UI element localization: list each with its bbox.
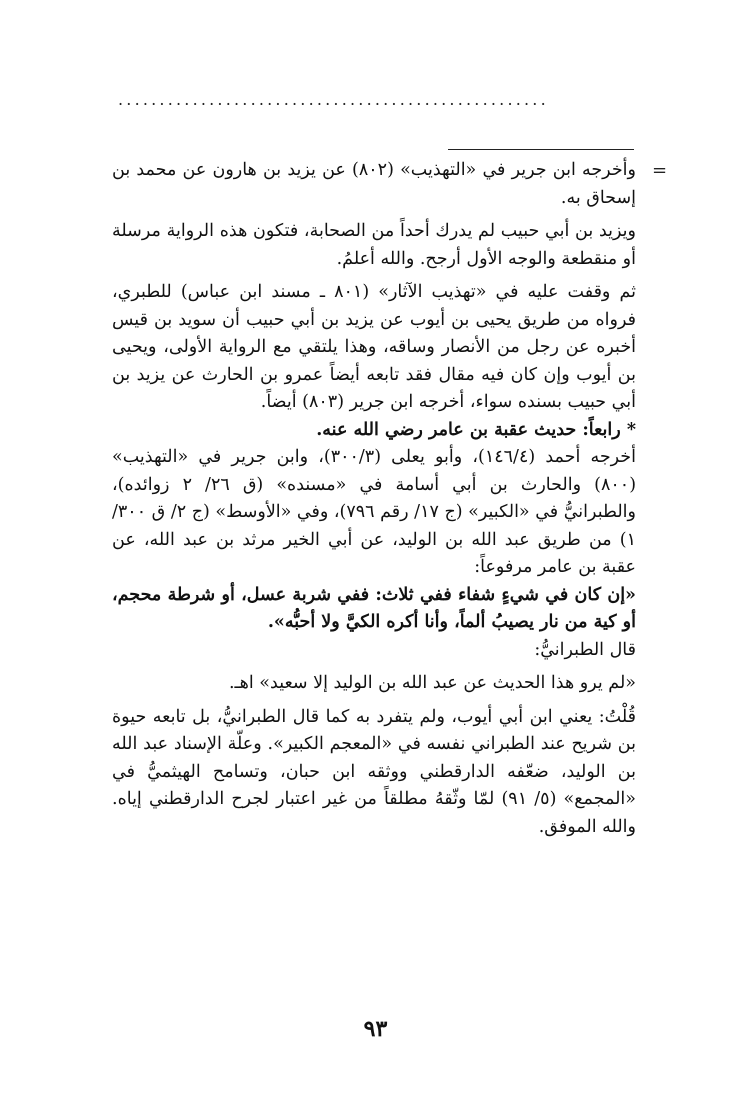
paragraph-qala-tabarani: قال الطبرانيُّ: xyxy=(534,639,636,660)
paragraph-yazid-mursal: ويزيد بن أبي حبيب لم يدرك أحداً من الصحابة، فتكون هذه الرواية مرسلة أو منقطعة والوجه الأول أرجح. والله أعلمُ. xyxy=(112,221,636,269)
paragraph-qultu: قُلْتُ: يعني ابن أبي أيوب، ولم يتفرد به كما قال الطبرانيُّ، بل تابعه حيوة بن شريح عند الطبراني نفسه في «المعجم الكبير». وعلّة الإسناد عبد الله بن الوليد، ضعّفه الدارقطني ووثقه ابن حبان، وتسامح الهيثميُّ في «المجمع» (٥/ ٩١) لمّا وثّقهُ مطلقاً من غير اعتبار لجرح الدارقطني إياه. والله الموفق. xyxy=(112,706,636,837)
footnote-continuation-marker: = xyxy=(652,160,668,181)
page-number: ٩٣ xyxy=(363,1016,388,1042)
paragraph-ibn-jarir-tahdhib: وأخرجه ابن جرير في «التهذيب» (٨٠٢) عن يزيد بن هارون عن محمد بن إسحاق به. xyxy=(112,160,636,208)
paragraph-tabarani-quote: «لم يرو هذا الحديث عن عبد الله بن الوليد إلا سعيد» اهـ. xyxy=(228,673,636,693)
paragraph-takhrij-ahmad: أخرجه أحمد (١٤٦/٤)، وأبو يعلى (٣٠٠/٣)، وابن جرير في «التهذيب» (٨٠٠) والحارث بن أبي أسامة في «مسنده» (ق ٢٦/ ٢ زوائده)، والطبرانيُّ في «الكبير» (ج ١٧/ رقم ٧٩٦)، وفي «الأوسط» (ج ٢/ ق ٣٠٠/ ١) من طريق عبد الله بن الوليد، عن أبي الخير مرثد بن عبد الله، عن عقبة بن عامر مرفوعاً: xyxy=(112,447,637,577)
footnote-text-block xyxy=(112,157,636,847)
hadith-text: «إن كان في شيءٍ شفاء ففي ثلاث: ففي شربة عسل، أو شرطة محجم، أو كية من نار يصيبُ ألماً، وأنا أكره الكيَّ ولا أحبُّه». xyxy=(112,584,636,632)
footnote-separator-line xyxy=(448,149,634,150)
section-heading-uqba: * رابعاً: حديث عقبة بن عامر رضي الله عنه. xyxy=(316,419,636,440)
header-dotted-line: .................................................... xyxy=(118,92,549,108)
paragraph-tahdhib-athar: ثم وقفت عليه في «تهذيب الآثار» (٨٠١ ـ مسند ابن عباس) للطبري، فرواه من طريق يحيى بن أيوب عن يزيد بن أبي حبيب أن سويد بن قيس أخبره عن رجل من الأنصار وساقه، وهذا يلتقي مع الرواية الأولى، ويحيى بن أيوب وإن كان فيه مقال فقد تابعه أيضاً عمرو بن الحارث عن يزيد بن أبي حبيب بسنده سواء، أخرجه ابن جرير (٨٠٣) أيضاً. xyxy=(112,282,636,412)
